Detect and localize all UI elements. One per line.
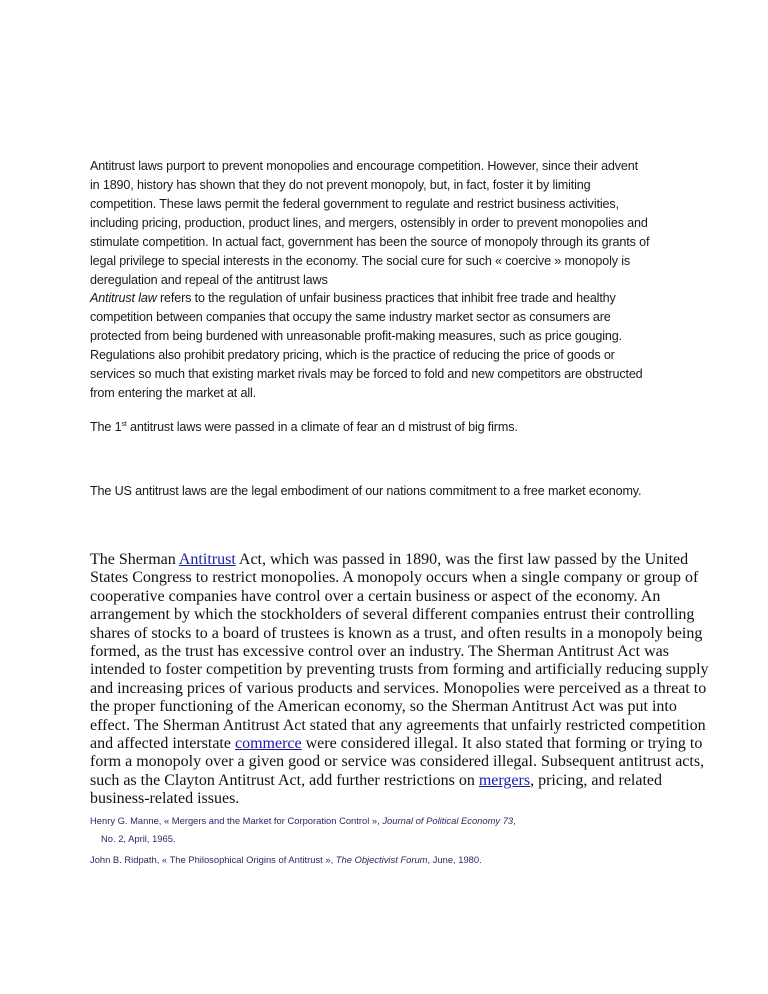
text-segment: Act, which was passed in 1890, was the first law passed by the United <box>235 551 689 568</box>
text-segment: business-related issues. <box>90 790 240 808</box>
text-segment: cooperative companies have control over a certain business or aspect of the economy. An <box>90 587 661 605</box>
text-segment: services so much that existing market rivals may be forced to fold and new competitors are obstructed <box>90 367 643 381</box>
text-segment: , pricing, and related <box>530 771 663 789</box>
text-line <box>90 830 516 848</box>
text-segment: Regulations also prohibit predatory pricing, which is the practice of reducing the price of goods or <box>90 348 615 362</box>
link-commerce[interactable]: commerce <box>234 735 302 753</box>
text-segment: form a monopoly over a given good or service was considered illegal. Subsequent antitrust acts, <box>90 753 705 771</box>
paragraph-first-laws <box>90 418 518 437</box>
text-segment: No. 2, April, 1965. <box>101 833 176 844</box>
paragraph-intro <box>90 157 649 290</box>
text-line <box>90 157 649 176</box>
paragraph-citation-ridpath <box>90 851 482 869</box>
text-segment: legal privilege to special interests in the economy. The social cure for such « coercive » monopoly is <box>90 254 631 268</box>
text-line <box>90 233 649 252</box>
text-line <box>90 661 709 679</box>
text-line <box>90 482 641 501</box>
link-mergers[interactable]: mergers <box>478 771 531 789</box>
text-segment: Henry G. Manne, « Mergers and the Market for Corporation Control », <box>90 815 383 826</box>
text-segment: arrangement by which the stockholders of several different companies entrust their controlling <box>90 606 695 624</box>
text-line <box>90 176 649 195</box>
text-segment: stimulate competition. In actual fact, government has been the source of monopoly through its grants of <box>90 235 650 249</box>
text-line <box>90 384 643 403</box>
link-antitrust[interactable]: Antitrust <box>178 551 236 568</box>
text-line <box>90 569 709 587</box>
text-segment: , June, 1980. <box>427 854 482 865</box>
text-line <box>90 643 709 661</box>
text-segment: including pricing, production, product lines, and mergers, ostensibly in order to prevent monopolies and <box>90 216 648 230</box>
text-segment: were considered illegal. It also stated that forming or trying to <box>301 735 703 753</box>
text-line <box>90 790 709 808</box>
text-segment: from entering the market at all. <box>90 386 256 400</box>
text-segment: The US antitrust laws are the legal embodiment of our nations commitment to a free market economy. <box>90 484 642 498</box>
text-segment: deregulation and repeal of the antitrust laws <box>90 273 328 287</box>
text-line <box>90 551 709 569</box>
text-line <box>90 252 649 271</box>
paragraph-embodiment <box>90 482 641 501</box>
text-line <box>90 698 709 716</box>
italic-text: Journal of Political Economy 73 <box>382 815 514 826</box>
text-segment: competition between companies that occupy the same industry market sector as consumers are <box>90 310 611 324</box>
text-segment: States Congress to restrict monopolies. A monopoly occurs when a single company or group of <box>90 569 699 587</box>
text-line <box>90 289 643 308</box>
text-segment: st <box>121 420 127 428</box>
text-segment: protected from being burdened with unreasonable profit-making measures, such as price gouging. <box>90 329 622 343</box>
text-line <box>90 418 518 437</box>
text-line <box>90 812 516 830</box>
italic-text: The Objectivist Forum <box>335 854 428 865</box>
text-segment: shares of stocks to a board of trustees is known as a trust, and often results in a monopoly being <box>90 624 703 642</box>
text-segment: and affected interstate <box>90 735 235 753</box>
text-line <box>90 346 643 365</box>
text-segment: Antitrust laws purport to prevent monopolies and encourage competition. However, since their advent <box>90 159 638 173</box>
text-segment: the proper functioning of the American economy, so the Sherman Antitrust Act was put into <box>90 698 677 716</box>
text-line <box>90 271 649 290</box>
text-line <box>90 753 709 771</box>
text-line <box>90 308 643 327</box>
text-segment: The Sherman <box>90 551 179 568</box>
text-segment: John B. Ridpath, « The Philosophical Origins of Antitrust », <box>90 854 336 865</box>
text-line <box>90 772 709 790</box>
paragraph-citation-manne <box>90 812 516 848</box>
text-line <box>90 606 709 624</box>
text-segment: antitrust laws were passed in a climate of fear an d mistrust of big firms. <box>126 420 518 434</box>
italic-text: Antitrust law <box>90 291 157 305</box>
text-line <box>90 327 643 346</box>
text-line <box>90 588 709 606</box>
text-segment: formed, as the trust has excessive control over an industry. The Sherman Antitrust Act was <box>90 643 669 661</box>
text-segment: competition. These laws permit the federal government to regulate and restrict business activities, <box>90 197 619 211</box>
text-segment: , <box>513 815 516 826</box>
text-line <box>90 717 709 735</box>
text-segment: The 1 <box>90 420 122 434</box>
text-segment: such as the Clayton Antitrust Act, add further restrictions on <box>90 771 479 789</box>
text-segment: in 1890, history has shown that they do not prevent monopoly, but, in fact, foster it by limiting <box>90 178 591 192</box>
paragraph-sherman <box>90 551 709 809</box>
text-segment: effect. The Sherman Antitrust Act stated that any agreements that unfairly restricted competition <box>90 716 706 734</box>
text-line <box>90 735 709 753</box>
text-segment: and increasing prices of various products and services. Monopolies were perceived as a threat to <box>90 679 707 697</box>
text-line <box>90 851 482 869</box>
text-line <box>90 195 649 214</box>
paragraph-definition <box>90 289 643 403</box>
text-line <box>90 365 643 384</box>
text-line <box>90 680 709 698</box>
text-line <box>90 214 649 233</box>
text-segment: refers to the regulation of unfair business practices that inhibit free trade and healthy <box>156 291 616 305</box>
text-segment: intended to foster competition by preventing trusts from forming and artificially reducing supply <box>90 661 709 679</box>
text-line <box>90 625 709 643</box>
